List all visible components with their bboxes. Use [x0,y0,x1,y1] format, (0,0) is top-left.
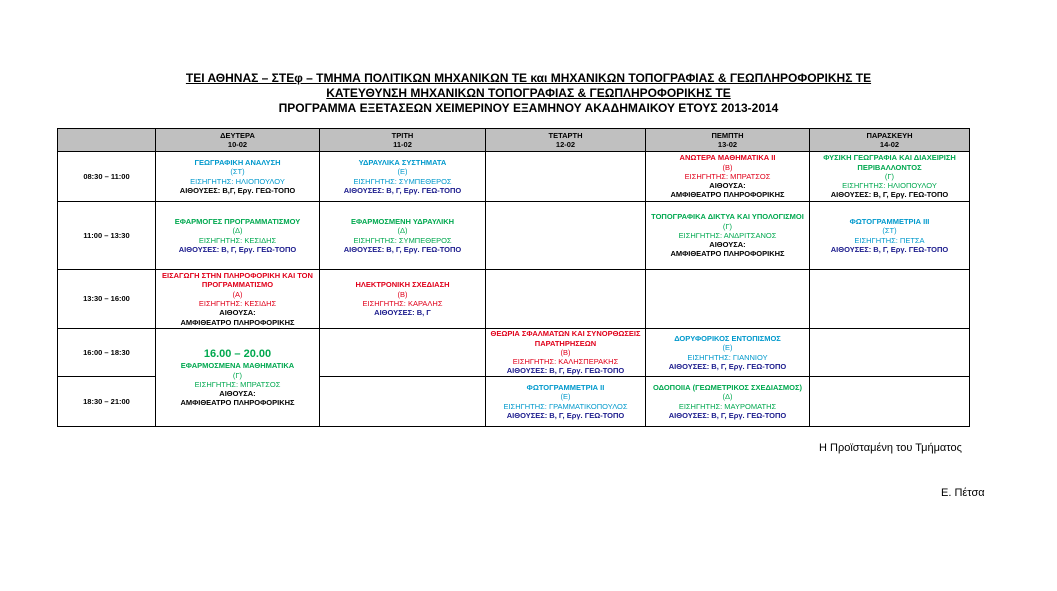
exam-cell: ΦΩΤΟΓΡΑΜΜΕΤΡΙΑ ΙΙΙ (ΣΤ) ΕΙΣΗΓΗΤΗΣ: ΠΕΤΣΑ ΑΙΘΟΥΣΕΣ: Β, Γ, Εργ. ΓΕΩ-ΤΟΠΟ [810,202,970,270]
exam-schedule-table [57,128,970,427]
day-header-friday: ΠΑΡΑΣΚΕΥΗ 14-02 [810,129,970,152]
signature-name: Ε. Πέτσα [941,487,985,499]
exam-time-range: 16.00 – 20.00 [203,348,272,361]
time-slot-label: 11:00 – 13:30 [58,202,156,270]
day-header-thursday: ΠΕΜΠΤΗ 13-02 [646,129,810,152]
exam-cell: ΕΦΑΡΜΟΓΕΣ ΠΡΟΓΡΑΜΜΑΤΙΣΜΟΥ (Δ) ΕΙΣΗΓΗΤΗΣ: ΚΕΣΙΔΗΣ ΑΙΘΟΥΣΕΣ: Β, Γ, Εργ. ΓΕΩ-ΤΟΠΟ [156,202,320,270]
time-slot-label: 16:00 – 18:30 [58,329,156,377]
header-direction-line: ΚΑΤΕΥΘΥΝΣΗ ΜΗΧΑΝΙΚΩΝ ΤΟΠΟΓΡΑΦΙΑΣ & ΓΕΩΠΛΗΡΟΦΟΡΙΚΗΣ ΤΕ [326,86,731,100]
exam-cell: ΔΟΡΥΦΟΡΙΚΟΣ ΕΝΤΟΠΙΣΜΟΣ (Ε) ΕΙΣΗΓΗΤΗΣ: ΓΙΑΝΝΙΟΥ ΑΙΘΟΥΣΕΣ: Β, Γ, Εργ. ΓΕΩ-ΤΟΠΟ [646,329,810,377]
schedule-row [58,202,970,270]
corner-cell [58,129,156,152]
exam-cell: ΘΕΩΡΙΑ ΣΦΑΛΜΑΤΩΝ ΚΑΙ ΣΥΝΟΡΘΩΣΕΙΣ ΠΑΡΑΤΗΡΗΣΕΩΝ (Β) ΕΙΣΗΓΗΤΗΣ: ΚΑΛΗΣΠΕΡΑΚΗΣ ΑΙΘΟΥΣΕΣ: Β, Γ, Εργ. ΓΕΩ-ΤΟΠΟ [486,329,646,377]
time-slot-label: 18:30 – 21:00 [58,377,156,427]
exam-cell: ΗΛΕΚΤΡΟΝΙΚΗ ΣΧΕΔΙΑΣΗ (Β) ΕΙΣΗΓΗΤΗΣ: ΚΑΡΑΛΗΣ ΑΙΘΟΥΣΕΣ: Β, Γ [320,270,486,329]
empty-cell [320,329,486,377]
header-institution-line: ΤΕΙ ΑΘΗΝΑΣ – ΣΤΕφ – ΤΜΗΜΑ ΠΟΛΙΤΙΚΩΝ ΜΗΧΑΝΙΚΩΝ ΤΕ και ΜΗΧΑΝΙΚΩΝ ΤΟΠΟΓΡΑΦΙΑΣ & ΓΕΩΠΛΗΡΟΦΟΡΙΚΗΣ ΤΕ [185,71,872,85]
schedule-row [58,270,970,329]
exam-cell: 16.00 – 20.00 ΕΦΑΡΜΟΣΜΕΝΑ ΜΑΘΗΜΑΤΙΚΑ (Γ) ΕΙΣΗΓΗΤΗΣ: ΜΠΡΑΤΣΟΣ ΑΙΘΟΥΣΑ: ΑΜΦΙΘΕΑΤΡΟ ΠΛΗΡΟΦΟΡΙΚΗΣ [156,329,320,427]
empty-cell [646,270,810,329]
exam-cell: ΑΝΩΤΕΡΑ ΜΑΘΗΜΑΤΙΚΑ ΙΙ (Β) ΕΙΣΗΓΗΤΗΣ: ΜΠΡΑΤΣΟΣ ΑΙΘΟΥΣΑ: ΑΜΦΙΘΕΑΤΡΟ ΠΛΗΡΟΦΟΡΙΚΗΣ [646,152,810,202]
empty-cell [810,329,970,377]
exam-cell: ΓΕΩΓΡΑΦΙΚΗ ΑΝΑΛΥΣΗ (ΣΤ) ΕΙΣΗΓΗΤΗΣ: ΗΛΙΟΠΟΥΛΟΥ ΑΙΘΟΥΣΕΣ: Β,Γ, Εργ. ΓΕΩ-ΤΟΠΟ [156,152,320,202]
exam-cell: ΥΔΡΑΥΛΙΚΑ ΣΥΣΤΗΜΑΤΑ (Ε) ΕΙΣΗΓΗΤΗΣ: ΣΥΜΠΕΘΕΡΟΣ ΑΙΘΟΥΣΕΣ: Β, Γ, Εργ. ΓΕΩ-ΤΟΠΟ [320,152,486,202]
day-header-tuesday: ΤΡΙΤΗ 11-02 [320,129,486,152]
empty-cell [810,270,970,329]
schedule-row [58,152,970,202]
schedule-row [58,329,970,377]
exam-cell: ΦΩΤΟΓΡΑΜΜΕΤΡΙΑ ΙΙ (Ε) ΕΙΣΗΓΗΤΗΣ: ΓΡΑΜΜΑΤΙΚΟΠΟΥΛΟΣ ΑΙΘΟΥΣΕΣ: Β, Γ, Εργ. ΓΕΩ-ΤΟΠΟ [486,377,646,427]
exam-cell: ΟΔΟΠΟΙΙΑ (ΓΕΩΜΕΤΡΙΚΟΣ ΣΧΕΔΙΑΣΜΟΣ) (Δ) ΕΙΣΗΓΗΤΗΣ: ΜΑΥΡΟΜΑΤΗΣ ΑΙΘΟΥΣΕΣ: Β, Γ, Εργ. ΓΕΩ-ΤΟΠΟ [646,377,810,427]
empty-cell [486,152,646,202]
schedule-header-row [58,129,970,152]
empty-cell [810,377,970,427]
signature-title: Η Προϊσταμένη του Τμήματος [819,442,962,454]
day-header-monday: ΔΕΥΤΕΡΑ 10-02 [156,129,320,152]
time-slot-label: 08:30 – 11:00 [58,152,156,202]
empty-cell [486,202,646,270]
day-header-wednesday: ΤΕΤΑΡΤΗ 12-02 [486,129,646,152]
empty-cell [320,377,486,427]
time-slot-label: 13:30 – 16:00 [58,270,156,329]
exam-cell: ΕΦΑΡΜΟΣΜΕΝΗ ΥΔΡΑΥΛΙΚΗ (Δ) ΕΙΣΗΓΗΤΗΣ: ΣΥΜΠΕΘΕΡΟΣ ΑΙΘΟΥΣΕΣ: Β, Γ, Εργ. ΓΕΩ-ΤΟΠΟ [320,202,486,270]
exam-cell: ΤΟΠΟΓΡΑΦΙΚΑ ΔΙΚΤΥΑ ΚΑΙ ΥΠΟΛΟΓΙΣΜΟΙ (Γ) ΕΙΣΗΓΗΤΗΣ: ΑΝΔΡΙΤΣΑΝΟΣ ΑΙΘΟΥΣΑ: ΑΜΦΙΘΕΑΤΡΟ ΠΛΗΡΟΦΟΡΙΚΗΣ [646,202,810,270]
header-program-title: ΠΡΟΓΡΑΜΜΑ ΕΞΕΤΑΣΕΩΝ ΧΕΙΜΕΡΙΝΟΥ ΕΞΑΜΗΝΟΥ ΑΚΑΔΗΜΑΙΚΟΥ ΕΤΟΥΣ 2013-2014 [278,101,779,115]
exam-cell: ΦΥΣΙΚΗ ΓΕΩΓΡΑΦΙΑ ΚΑΙ ΔΙΑΧΕΙΡΙΣΗ ΠΕΡΙΒΑΛΛΟΝΤΟΣ (Γ) ΕΙΣΗΓΗΤΗΣ: ΗΛΙΟΠΟΥΛΟΥ ΑΙΘΟΥΣΕΣ: Β, Γ, Εργ. ΓΕΩ-ΤΟΠΟ [810,152,970,202]
exam-cell: ΕΙΣΑΓΩΓΗ ΣΤΗΝ ΠΛΗΡΟΦΟΡΙΚΗ ΚΑΙ ΤΟΝ ΠΡΟΓΡΑΜΜΑΤΙΣΜΟ (Α) ΕΙΣΗΓΗΤΗΣ: ΚΕΣΙΔΗΣ ΑΙΘΟΥΣΑ: ΑΜΦΙΘΕΑΤΡΟ ΠΛΗΡΟΦΟΡΙΚΗΣ [156,270,320,329]
empty-cell [486,270,646,329]
document-header [0,71,1057,116]
